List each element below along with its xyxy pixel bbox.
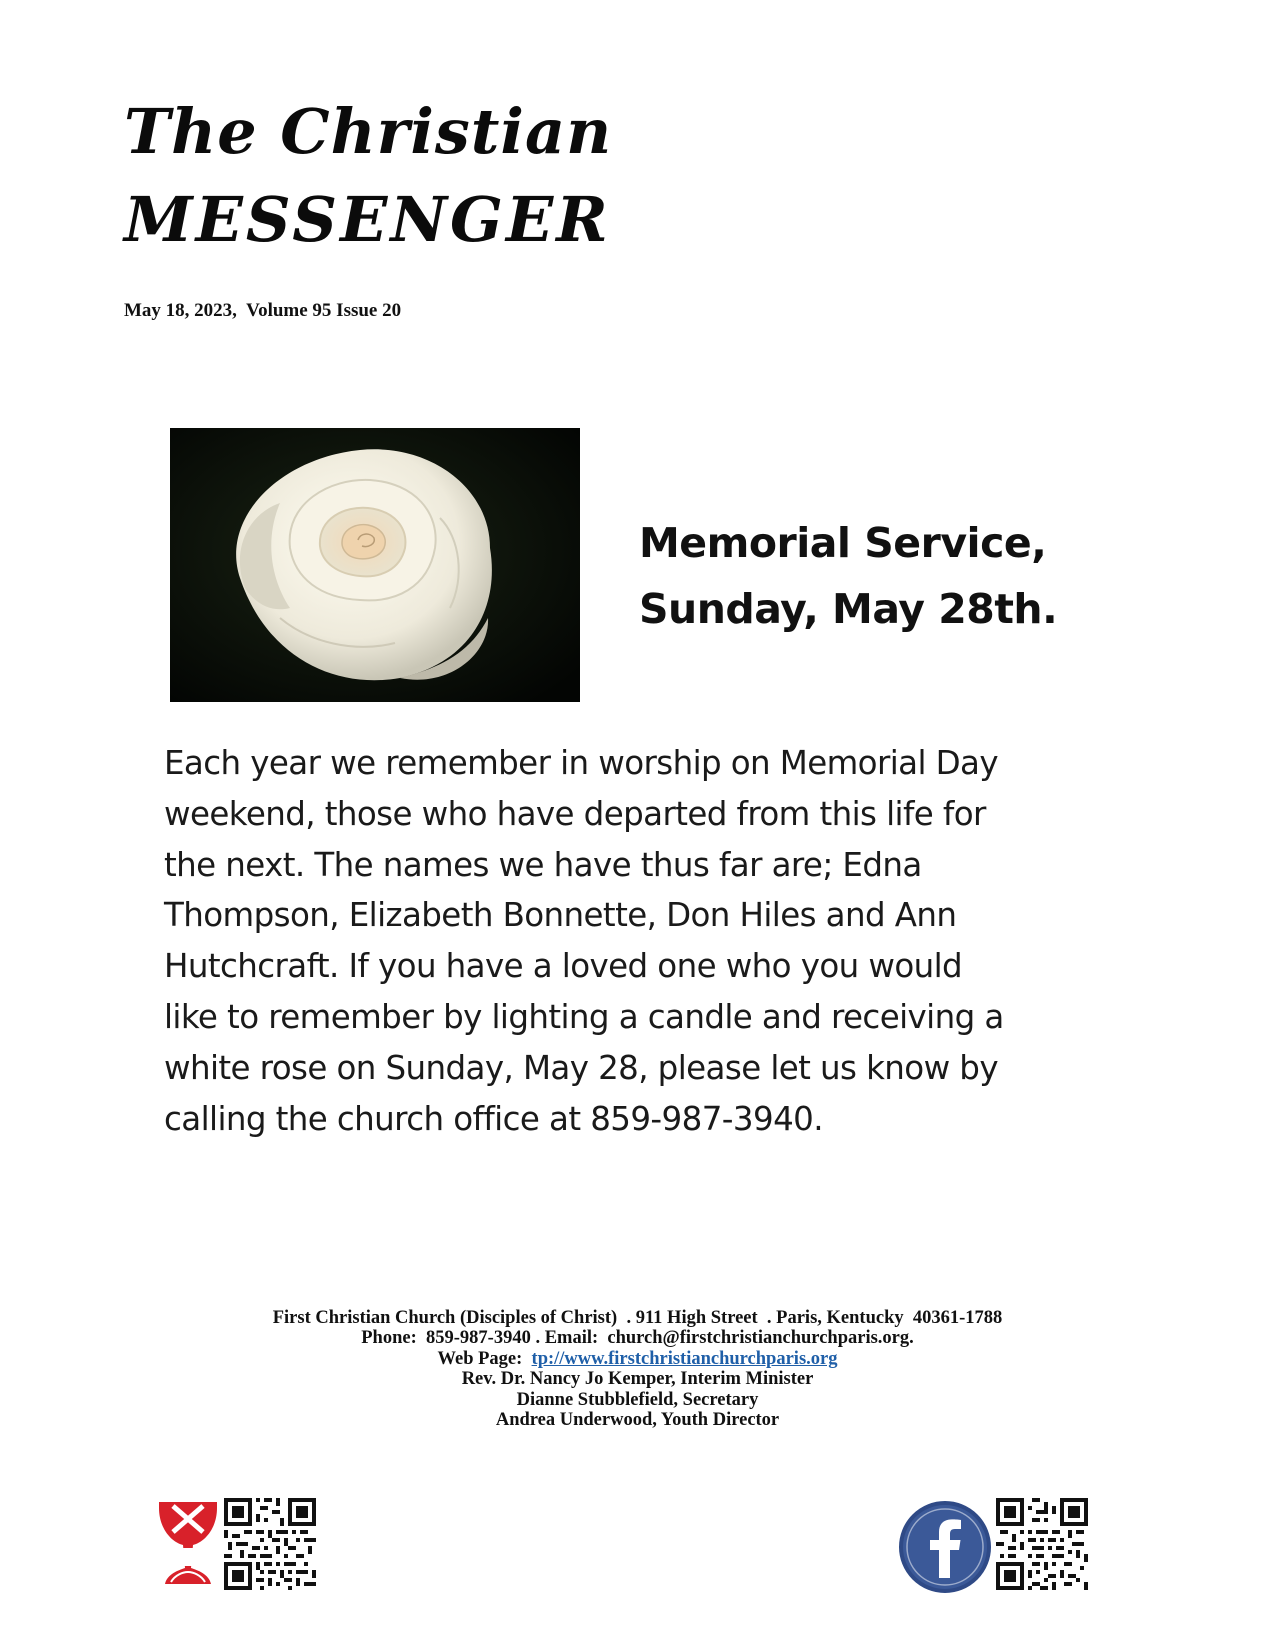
footer-youth-director: Andrea Underwood, Youth Director <box>495 1410 780 1431</box>
paragraph-line: Hutchcraft. If you have a loved one who you would <box>164 947 963 986</box>
footer-minister: Rev. Dr. Nancy Jo Kemper, Interim Minister <box>461 1369 814 1390</box>
headline-line: Memorial Service, <box>639 519 1047 567</box>
footer-contact: Phone: 859-987-3940 . Email: church@firstchristianchurchparis.org. <box>361 1328 914 1349</box>
footer-web-label: Web Page: <box>437 1348 532 1369</box>
qr-code-icon[interactable] <box>224 1498 316 1590</box>
paragraph-line: Each year we remember in worship on Memorial Day <box>164 744 999 782</box>
qr-code-icon[interactable] <box>996 1498 1088 1590</box>
facebook-icon[interactable] <box>898 1500 992 1594</box>
paragraph-line: Thompson, Elizabeth Bonnette, Don Hiles and Ann <box>164 896 957 935</box>
paragraph-line: like to remember by lighting a candle and receiving a <box>164 997 1004 1036</box>
memorial-body-paragraph <box>164 738 1124 1144</box>
issue-date-volume: May 18, 2023, Volume 95 Issue 20 <box>124 300 402 321</box>
paragraph-line: weekend, those who have departed from this life for <box>164 794 986 833</box>
footer-secretary: Dianne Stubblefield, Secretary <box>516 1389 759 1410</box>
headline-line: Sunday, May 28th. <box>639 585 1058 633</box>
footer-web <box>0 1349 1275 1369</box>
memorial-service-headline <box>639 510 1199 642</box>
website-link[interactable]: tp://www.firstchristianchurchparis.org <box>531 1348 838 1369</box>
masthead-title-line1: The Christian <box>124 95 613 168</box>
paragraph-line: calling the church office at 859-987-3940. <box>164 1099 823 1138</box>
paragraph-line: the next. The names we have thus far are; Edna <box>164 845 922 884</box>
white-rose-photo <box>170 428 580 702</box>
masthead-title-line2: MESSENGER <box>124 183 611 256</box>
church-contact-footer <box>0 1308 1275 1430</box>
footer-address: First Christian Church (Disciples of Christ) . 911 High Street . Paris, Kentucky 40361-1788 <box>272 1308 1003 1328</box>
paragraph-line: white rose on Sunday, May 28, please let us know by <box>164 1048 998 1087</box>
masthead <box>124 92 612 268</box>
disciples-chalice-logo-icon <box>157 1498 219 1588</box>
